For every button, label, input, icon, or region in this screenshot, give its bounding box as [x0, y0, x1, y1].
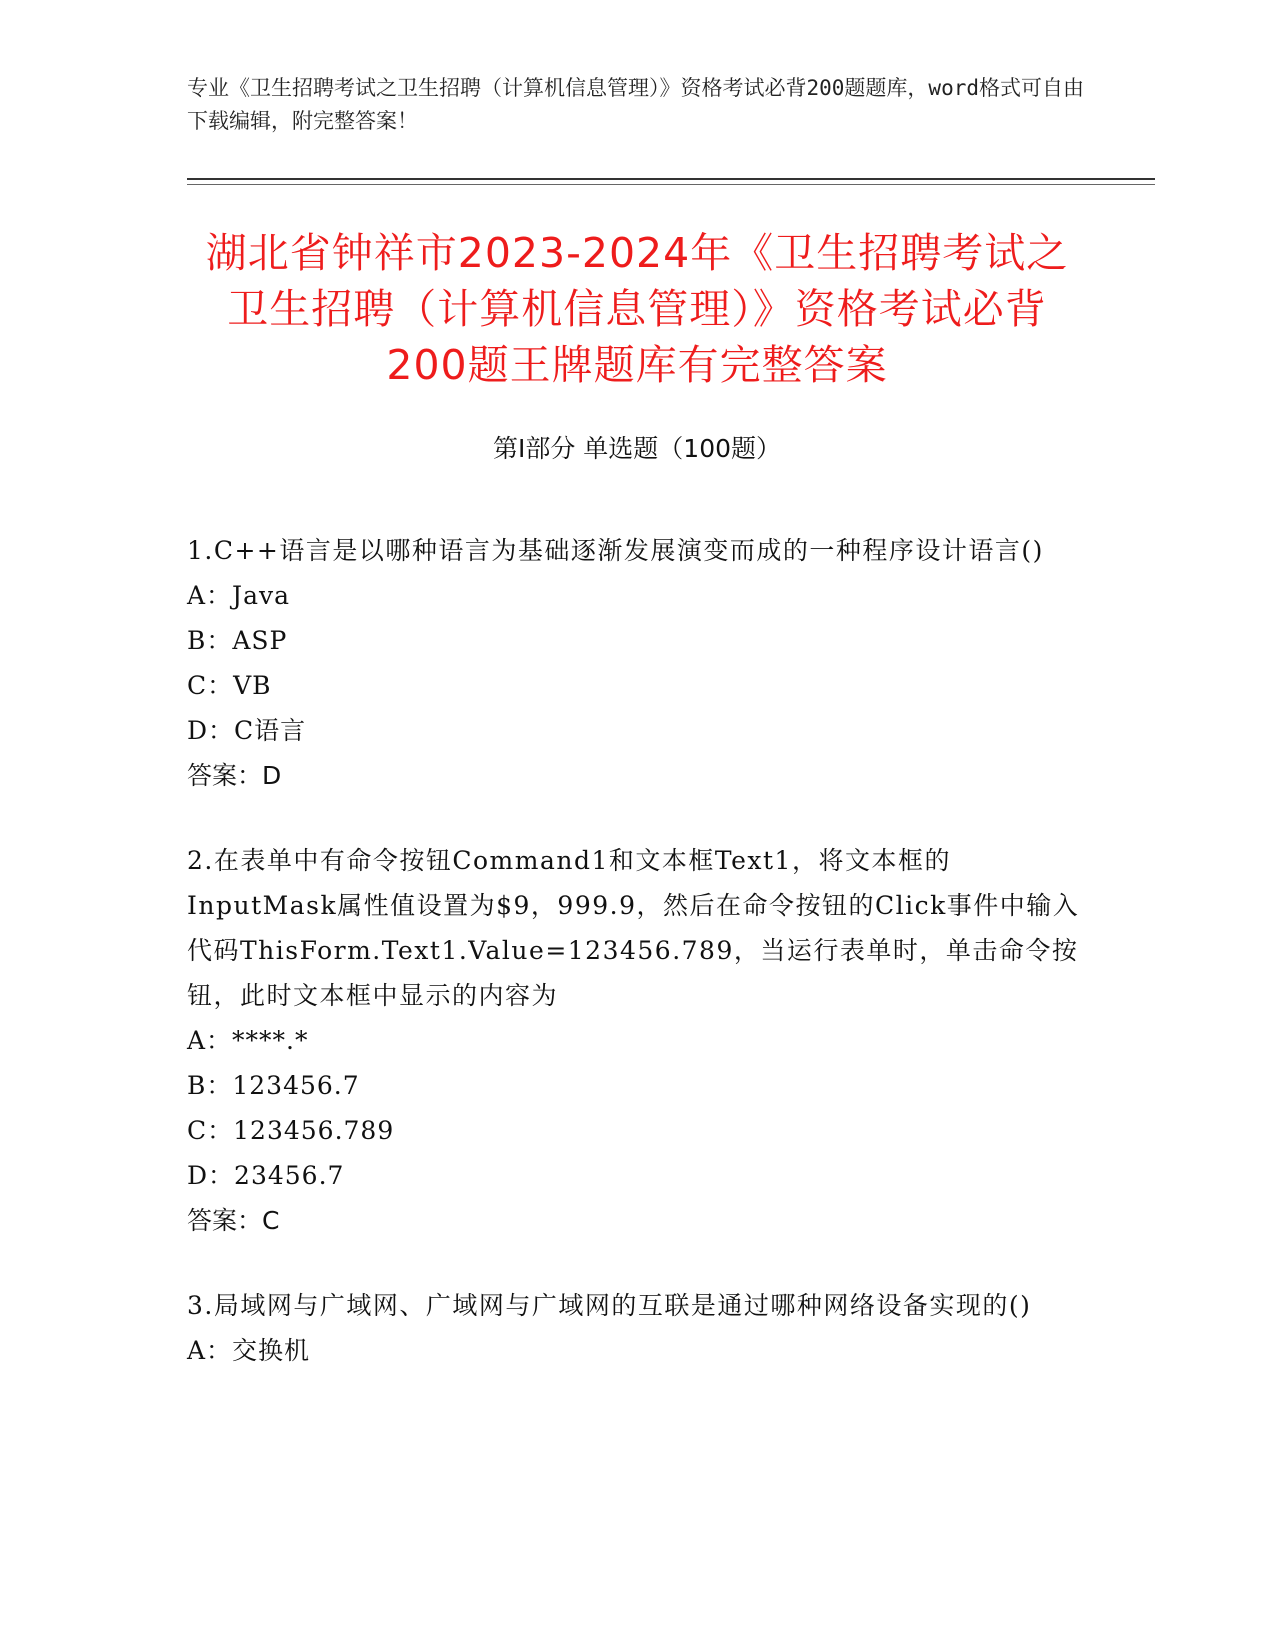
answer: 答案：D [187, 761, 282, 790]
question-1 [187, 528, 1087, 798]
option-a: A：****.* [187, 1026, 309, 1055]
option-d: D：C语言 [187, 716, 307, 745]
option-c: C：VB [187, 671, 272, 700]
option-a: A：交换机 [187, 1336, 311, 1365]
header-rule-thick [187, 178, 1155, 180]
header-rule-thin [187, 184, 1155, 185]
question-stem: 1.C++语言是以哪种语言为基础逐渐发展演变而成的一种程序设计语言() [187, 536, 1044, 565]
section-heading: 第I部分 单选题（100题） [492, 434, 782, 463]
option-b: B：ASP [187, 626, 288, 655]
header-note: 专业《卫生招聘考试之卫生招聘（计算机信息管理）》资格考试必背200题题库，word格式可自由下载编辑，附完整答案！ [187, 76, 1084, 133]
question-stem: 2.在表单中有命令按钮Command1和文本框Text1，将文本框的InputMask属性值设置为$9，999.9，然后在命令按钮的Click事件中输入代码ThisForm.Text1.Value=123456.789，当运行表单时，单击命令按钮，此时文本框中显示的内容为 [187, 846, 1080, 1010]
question-2 [187, 838, 1087, 1243]
question-stem: 3.局域网与广域网、广域网与广域网的互联是通过哪种网络设备实现的() [187, 1291, 1032, 1320]
document-title: 湖北省钟祥市2023-2024年《卫生招聘考试之卫生招聘（计算机信息管理）》资格考试必背200题王牌题库有完整答案 [205, 229, 1069, 389]
question-3 [187, 1283, 1087, 1373]
option-b: B：123456.7 [187, 1071, 360, 1100]
option-a: A：Java [187, 581, 291, 610]
option-d: D：23456.7 [187, 1161, 345, 1190]
question-list [187, 528, 1087, 1413]
option-c: C：123456.789 [187, 1116, 395, 1145]
answer: 答案：C [187, 1206, 280, 1235]
